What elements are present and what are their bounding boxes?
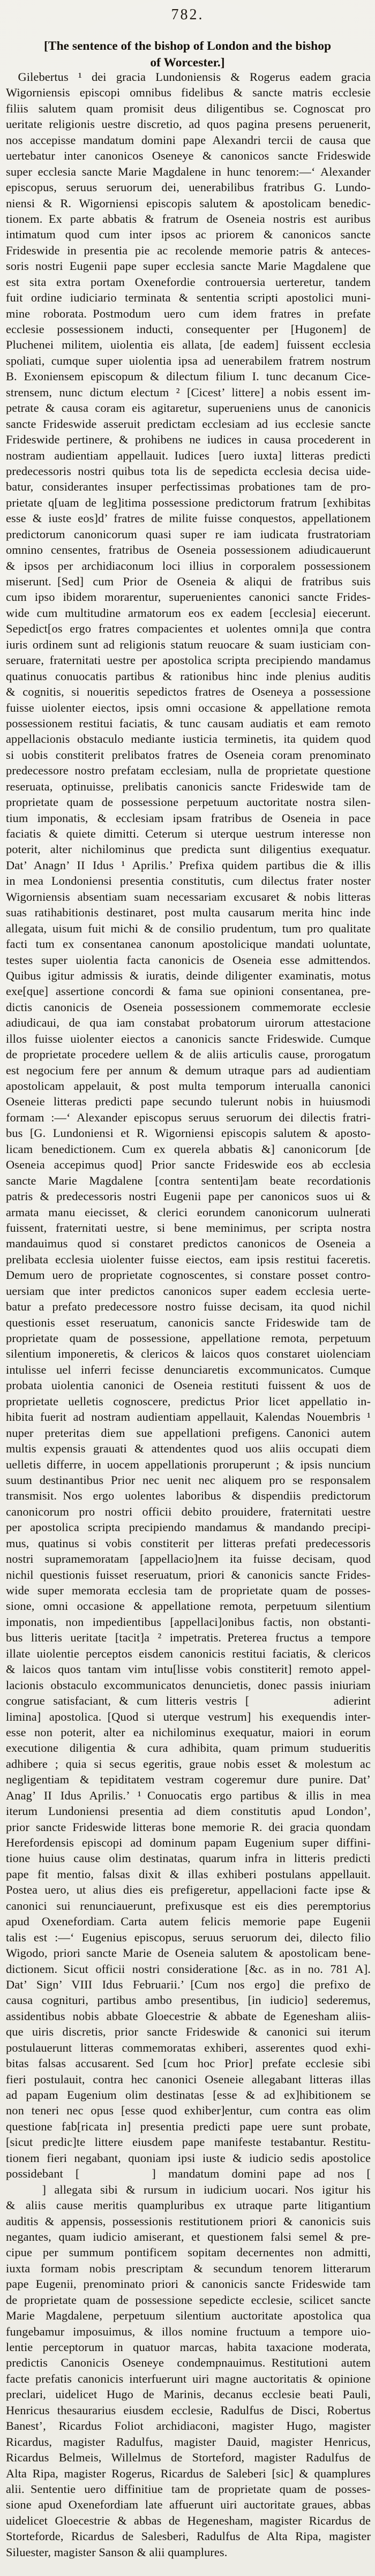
- document-heading: [16, 38, 359, 71]
- body-line: wide cum multitudine armatorum eos ex eadem [ecclesia] eiecerunt.: [6, 606, 371, 620]
- body-line: canonici sui renunciauerunt, prefixusque est eis dies peremptorius: [6, 1899, 371, 1912]
- body-line: Dat’ Anagn’ II Idus ¹ Aprilis.’ Prefixa quidem partibus die & illis: [6, 858, 371, 872]
- body-line: Wigorniensis absentiam suam necessariam excusaret & nobis litteras: [6, 890, 371, 903]
- body-line: [sicut predic]te littere eiusdem pape manifeste testabantur. Restitu-: [6, 2135, 371, 2149]
- body-line: soris nostri Eugenii pape super ecclesia sancte Marie Magdalene que: [6, 259, 371, 273]
- body-line: Ricardus, magister Radulfus, magister Dauid, magister Henricus,: [6, 2435, 371, 2449]
- body-line: sione, omni occasione & appellatione remota, perpetuum silentium: [6, 1599, 371, 1613]
- body-line: prelibata ecclesia uiolenter fuisse eiectos, eam ipsis restitui faceretis.: [6, 1252, 371, 1266]
- body-line: limina] apostolica. [Quod si uterque vestrum] his exequendis inter-: [6, 1709, 371, 1723]
- body-line: lacionis obstaculo excommunicatos denuncietis, donec passis iniuriam: [6, 1678, 371, 1692]
- body-line: executione diligentia & cura adhibita, quam primum studueritis: [6, 1741, 371, 1755]
- body-line: cum ipso ibidem morarentur, superuenientes canonici sancte Frides-: [6, 590, 371, 604]
- body-line: fuisse uiolenter eiectos, ipsis omni occasione & appellatione remota: [6, 701, 371, 714]
- body-line: pape fit mentio, falsas dixit & illas exhiberi postulans appellauit.: [6, 1867, 371, 1881]
- body-line: appellacionis obstaculo mediante iusticia terminetis, ita quidem quod: [6, 732, 371, 746]
- body-line: fuit ordine iudiciario terminata & sententia scripti apostolici muni-: [6, 291, 371, 305]
- body-line: spoliati, cumque super uiolentia ipsa ad uenerabilem fratrem nostrum: [6, 353, 371, 367]
- body-line: silentium imponeretis, & clericos & laicos quos constaret uiolenciam: [6, 1347, 371, 1361]
- body-line: prior sancte Frideswide litteras bone memorie R. dei gracia quondam: [6, 1820, 371, 1834]
- body-line: Ricardus Belmeis, Willelmus de Storteford, magister Radulfus de: [6, 2451, 371, 2465]
- body-line: Postea uero, ut alius dies eis prefigeretur, appellacioni facte ipse &: [6, 1883, 371, 1897]
- body-line: exe[que] assertione concordi & fama sue opinioni consentanea, pre-: [6, 984, 371, 998]
- body-line: canonicorum pro nostri officii debito prouidere, fraternitati uestre: [6, 1504, 371, 1518]
- body-line: allegata, uisum fuit michi & de consilio prudentum, tum pro qualitate: [6, 921, 371, 935]
- page-number: 782.: [171, 6, 204, 23]
- body-line: dictionem. Sicut officii nostri consideratione [&c. as in no. 781 A].: [6, 1962, 371, 1976]
- body-line: fuissent, fraternitati uestre, si bene meminimus, per scripta nostra: [6, 1221, 371, 1234]
- body-line: armata manu eiecisset, & clerici eorundem canonicorum uulnerati: [6, 1205, 371, 1219]
- body-line: uidelicet Gloecestrie & abbas de Hegenesham, magister Ricardus de: [6, 2513, 371, 2527]
- body-line: & laicos quos tantam vim intu[lisse vobis constiterit] remoto appel-: [6, 1662, 371, 1676]
- body-line: patris & predecessoris nostri Eugenii pape per canonicos suos ui &: [6, 1189, 371, 1203]
- body-line: nos accepisse mandatum domini pape Alexandri tercii de causa que: [6, 133, 371, 147]
- body-line: probata uiolentia canonici de Oseneia restituti fuissent & uos de: [6, 1379, 371, 1392]
- body-line: questionis esset reseruatum, canonicis sancte Frideswide tam de: [6, 1315, 371, 1329]
- body-line: hibita fuerit ad nostram audientiam appellauit, Kalendas Nouembris ¹: [6, 1410, 371, 1424]
- body-line: & cognitis, si noueritis sepedictos fratres de Oseneya a possessione: [6, 685, 371, 699]
- body-line: illos fuisse uiolenter eiectos a canonicis sancte Frideswide. Cumque: [6, 1031, 371, 1045]
- body-line: Gilebertus ¹ dei gracia Lundoniensis & Rogerus eadem gracia: [6, 70, 371, 84]
- body-line: predictis Canonicis Oseneye condempnauimus. Restitutioni autem: [6, 2356, 371, 2370]
- body-line: proprietate quam de possessione perpetuum auctoritate nostra silen-: [6, 795, 371, 809]
- body-line: negantes, quam iudicio amiserant, et questionem falsi semel & pre-: [6, 2229, 371, 2243]
- body-line: de proprietate procedere uellem & de aliis articulis cause, prorogatum: [6, 1048, 371, 1061]
- body-line: imponatis, non impedientibus [appellaci]onibus factis, non obstanti-: [6, 1615, 371, 1629]
- body-line: Oseneia accepimus quod] Prior sancte Frideswide eos ab ecclesia: [6, 1158, 371, 1172]
- body-line: Frideswide in presentia pie ac recolende memorie patris & anteces-: [6, 243, 371, 257]
- body-line: Quibus igitur admissis & iuratis, deinde diligenter examinatis, motus: [6, 968, 371, 982]
- body-line: reseruata, optinuisse, prelibatis canonicis sancte Frideswide tam de: [6, 779, 371, 793]
- body-line: tium imponatis, & ecclesiam ipsam fratribus de Oseneia in pace: [6, 811, 371, 825]
- body-line: Storteforde, Ricardus de Salesberi, Radulfus de Alta Ripa, magister: [6, 2529, 371, 2543]
- body-line: nostri supramemoratam [appellacio]nem ita fuisse decisam, quod: [6, 1552, 371, 1566]
- body-line: per apostolica scripta precipiendo mandamus & mandando precipi-: [6, 1520, 371, 1534]
- body-line: sione apud Oxenefordiam late affuerunt uiri auctoritate graues, abbas: [6, 2498, 371, 2512]
- body-line: intulisse uel inferri fecisse denunciaretis excommunicatos. Cumque: [6, 1362, 371, 1376]
- body-line: fungebamur imposuimus, & illos nomine fructuum a tempore uio-: [6, 2324, 371, 2338]
- body-line: questione fab[ricata in] presentia predicti pape uere sunt probate,: [6, 2119, 371, 2133]
- body-line: intimatum quod cum inter ipsos ac priorem & canonicos sancte: [6, 228, 371, 242]
- body-line: prietate q[uam de leg]itima possessione predictorum fratrum [exhibitas: [6, 495, 371, 509]
- body-line: iuxta formam nobis prescriptam & secundum tenorem litterarum: [6, 2261, 371, 2275]
- body-line: ecclesie possessionem inducti, consequenter per [Hugonem] de: [6, 322, 371, 336]
- body-line: sancte Frideswide asseruit predictam ecclesiam ad ius ecclesie sancte: [6, 417, 371, 431]
- body-line: adhibere ; quia si secus egeritis, graue nobis esset & molestum ac: [6, 1757, 371, 1771]
- body-line: Demum uero de proprietate cognoscentes, si constare posset contro-: [6, 1268, 371, 1282]
- body-line: tionem fieri negabant, quoniam ipsi iuste & iudicio sedis apostolice: [6, 2151, 371, 2165]
- body-line: illate uiolentie perceptos eisdem canonicis restitui faciatis, & clericos: [6, 1646, 371, 1660]
- body-line: que uiris discretis, prior sancte Frideswide & canonici sui iterum: [6, 2025, 371, 2039]
- body-line: esse & iuste eos]d’ fratres de milite fuisse conquestos, appellationem: [6, 511, 371, 525]
- body-line: lentie perceptorum in quatuor marcas, habita taxacione moderata,: [6, 2340, 371, 2354]
- body-line: adiudicaui, de qua iam constabat probatorum uirorum attestacione: [6, 1016, 371, 1030]
- body-line: dictis canonicis de Oseneia possessionem commemorate ecclesie: [6, 1000, 371, 1014]
- body-line: Anag’ II Idus Aprilis.’ ¹ Conuocatis ergo partibus & illis in mea: [6, 1788, 371, 1802]
- body-line: super ecclesia sancte Marie Magdalene in hunc tenorem:—‘ Alexander: [6, 164, 371, 178]
- body-line: Henricus thesaurarius eiusdem ecclesie, Radulfus de Disci, Robertus: [6, 2403, 371, 2417]
- body-line: poterit, alter nichilominus que predicta sunt diligentius exequatur.: [6, 842, 371, 856]
- body-line: tione huius cause olim destinatas, quarum infra in litteris predicti: [6, 1851, 371, 1865]
- body-line: iterum Lundoniensi presentia ad diem constitutis apud London’,: [6, 1804, 371, 1818]
- body-line: causa cognituri, partibus ambo presentibus, [in iudicio] sederemus,: [6, 1993, 371, 2007]
- body-line: transmisit. Nos ergo uolentes laboribus & dispendiis predictorum: [6, 1489, 371, 1503]
- body-line: mandauimus quod si constaret predictos canonicos de Oseneia a: [6, 1237, 371, 1251]
- body-line: petrate & causa coram eis agitaretur, superueniens unus de canonicis: [6, 401, 371, 415]
- body-line: negligentiam & tepiditatem vestram cogeremur dure punire. Dat’: [6, 1773, 371, 1787]
- body-line: uersiam que inter predictos canonicos super eadem ecclesia uerte-: [6, 1284, 371, 1298]
- body-line: nuper preteritas diem sue appellationi prefigens. Canonici autem: [6, 1426, 371, 1440]
- body-line: seruare, fraternitati uestre per apostolica scripta precipiendo mandamus: [6, 653, 371, 667]
- body-line: in mea Londoniensi presentia constitutis, cum dilectus frater noster: [6, 874, 371, 888]
- body-line: & aliis cause meritis quampluribus ex utraque parte litigantium: [6, 2198, 371, 2212]
- body-line: suum destinantibus Prior nec uenit nec aliquem pro se responsalem: [6, 1473, 371, 1487]
- body-line: alii. Sententie uero diffinitiue tam de proprietate quam de posses-: [6, 2482, 371, 2496]
- body-line: filiis salutem quam promisit deus diligentibus se. Cognoscat pro: [6, 101, 371, 115]
- body-line: ueritate religionis uestre discretio, ad quos pagina presens peruenerit,: [6, 117, 371, 131]
- body-line: Herefordensis episcopi ad dominum papam Eugenium super diffini-: [6, 1836, 371, 1849]
- body-line: possessionem restitui faciatis, & tunc causam audiatis et eam remoto: [6, 716, 371, 730]
- body-line: Sepedict[os ergo fratres compacientes et uolentes omni]a que contra: [6, 622, 371, 636]
- body-line: ] allegata sibi & rursum in iudicium uocari. Nos igitur his: [6, 2182, 371, 2196]
- body-line: niensi & R. Wigorniensi episcopis salutem & apostolicam benedic-: [6, 196, 371, 210]
- body-line: postulauerunt litteras commemoratas exhiberi, asserentes quod exhi-: [6, 2040, 371, 2054]
- body-line: bus litteris ueritate [tacit]a ² impetratis. Preterea fructus a tempore: [6, 1631, 371, 1645]
- body-line: facti tum ex consentanea canonum apostolicique mandati uoluntate,: [6, 937, 371, 951]
- body-line: faciatis & quiete dimitti. Ceterum si uterque uestrum interesse non: [6, 827, 371, 840]
- body-line: preclari, uidelicet Hugo de Marinis, decanus ecclesie beati Pauli,: [6, 2387, 371, 2401]
- body-line: mus, quatinus si vobis constiterit per litteras prefati predecessoris: [6, 1536, 371, 1550]
- body-line: Oseneie litteras predicti pape secundo tulerunt nobis in huiusmodi: [6, 1095, 371, 1109]
- body-line: apostolicam appelauit, & post multa temporum interualla canonici: [6, 1079, 371, 1093]
- body-line: apud Oxenefordiam. Carta autem felicis memorie pape Eugenii: [6, 1915, 371, 1929]
- body-line: licam benedictionem. Cum ex querela abbatis &] canonicorum [de: [6, 1142, 371, 1156]
- heading-line-2: of Worcester.]: [150, 56, 225, 70]
- body-line: & ipsos per archidiaconum loci illius in corporalem possessionem: [6, 559, 371, 573]
- body-line: quatinus conuocatis partibus & rationibus hinc inde plenius auditis: [6, 669, 371, 683]
- body-line: multis expensis grauati & attendentes quod uos aliis occupati diem: [6, 1442, 371, 1456]
- body-line: non teneri nec opus [esse quod exhiber]entur, cum contra eas olim: [6, 2104, 371, 2118]
- body-line: congrue satisfaciant, & cum litteris vestris [ adierint: [6, 1694, 371, 1708]
- body-line: predecessoris nostri quibus tota lis de sepedicta ecclesia decisa uide-: [6, 464, 371, 478]
- body-line: possidebant [ ] mandatum domini pape ad nos [: [6, 2167, 371, 2181]
- body-line: suas ratihabitionis destinaret, post multa causarum merita hinc inde: [6, 906, 371, 920]
- body-line: mine roborata. Postmodum uero cum idem fratres in prefate: [6, 306, 371, 320]
- body-line: de proprietate quam de possessione sepedicte ecclesie, scilicet sancte: [6, 2293, 371, 2307]
- body-line: uelletis differre, in uocem appellationis proruperunt ; & ipsis nuncium: [6, 1457, 371, 1471]
- body-line: wide super memorata ecclesia tam de proprietate quam de posses-: [6, 1584, 371, 1597]
- body-line: Siluester, magister Sanson & alii quamplures.: [6, 2545, 228, 2559]
- body-line: predictorum canonicorum quasi super re iam iudicata frustratoriam: [6, 527, 371, 541]
- body-line: est sita extra portam Oxenefordie controuersia uerteretur, tandem: [6, 275, 371, 289]
- body-line: Banest’, Ricardus Foliot archidiaconi, magister Hugo, magister: [6, 2419, 371, 2433]
- body-line: Frideswide pertinere, & prohibens ne iudices in causa procederent in: [6, 433, 371, 447]
- body-line: tionem. Ex parte abbatis & fratrum de Oseneia nostris est auribus: [6, 212, 371, 225]
- body-line: miserunt. [Sed] cum Prior de Oseneia & aliqui de fratribus suis: [6, 575, 371, 588]
- body-line: proprietate uelletis cognoscere, predictus Prior licet appellatio in-: [6, 1394, 371, 1408]
- body-line: sancte Marie Magdalene [contra sententi]am beate recordationis: [6, 1173, 371, 1187]
- body-line: facte prefatis canonicis interfuerunt uiri magne auctoritatis & opinione: [6, 2371, 371, 2385]
- body-line: ad papam Eugenium olim destinatas [esse & ad ex]hibitionem se: [6, 2088, 371, 2102]
- body-line: cipue per summum pontificem sopitam decernentes non admitti,: [6, 2246, 371, 2259]
- body-text: [6, 69, 371, 2560]
- body-line: Wigodo, priori sancte Marie de Oseneia salutem & apostolicam bene-: [6, 1946, 371, 1960]
- body-line: testes super uiolentia facta canonicis de Oseneia esse admittendos.: [6, 953, 371, 967]
- body-line: uertebatur inter canonicos Oseneye & canonicos sancte Frideswide: [6, 149, 371, 163]
- body-line: batur a prefato predecessore nostro fuisse decisam, ita quod nichil: [6, 1300, 371, 1314]
- body-line: assidentibus nobis abbate Gloecestrie & abbate de Egenesham aliis-: [6, 2009, 371, 2023]
- body-line: batur, considerantes insuper perfectissimas probationes tam de pro-: [6, 480, 371, 494]
- body-line: Pluchenei militem, uiolentia eis allata, [de eadem] fuissent ecclesia: [6, 338, 371, 352]
- body-line: Dat’ Sign’ VIII Idus Februarii.’ [Cum nos ergo] die prefixo de: [6, 1977, 371, 1991]
- body-line: Wigorniensis episcopi omnibus fidelibus & sancte matris ecclesie: [6, 86, 371, 100]
- body-line: strensem, nunc dictum electum ² [Cicest’ littere] a nobis essent im-: [6, 385, 371, 399]
- body-line: pape Eugenii, prenominato priori & canonicis sancte Frideswide tam: [6, 2277, 371, 2291]
- body-line: fieri postulauit, contra hec canonici Oseneie allegabant litteras illas: [6, 2072, 371, 2086]
- body-line: formam :—‘ Alexander episcopus seruus seruorum dei dilectis fratri-: [6, 1110, 371, 1124]
- body-line: auditis & appensis, possessionis restitutionem priori & canonicis suis: [6, 2214, 371, 2228]
- body-line: nichil questionis fuisset reseruatum, priori & canonicis sancte Frides-: [6, 1568, 371, 1581]
- body-line: bus [G. Lundoniensi et R. Wigorniensi episcopis salutem & aposto-: [6, 1126, 371, 1140]
- body-line: si uobis constiterit prelibatos fratres de Oseneia coram prenominato: [6, 748, 371, 762]
- body-line: proprietate quam de possessione, appellatione remota, perpetuum: [6, 1331, 371, 1345]
- body-line: talis est :—‘ Eugenius episcopus, seruus seruorum dei, dilecto filio: [6, 1930, 371, 1944]
- body-line: esse non poterit, alter ea nichilominus exequatur, maiori in eorum: [6, 1725, 371, 1739]
- body-line: iuris ordinem sunt ad religionis statum reuocare & suam iusticiam con-: [6, 637, 371, 651]
- body-line: predecessore nostro prefatam ecclesiam, nulla de proprietate questione: [6, 764, 371, 778]
- heading-line-1: [The sentence of the bishop of London and the bishop: [43, 39, 332, 53]
- body-line: B. Exoniensem episcopum & dilectum filium I. tunc decanum Cice-: [6, 370, 371, 383]
- body-line: nostram audientiam appellauit. Iudices [uero iuxta] litteras predicti: [6, 448, 371, 462]
- body-line: est negocium fere per annum & demum utraque pars ad audientiam: [6, 1063, 371, 1077]
- body-line: Alta Ripa, magister Rogerus, Ricardus de Saleberi [sic] & quamplures: [6, 2466, 371, 2480]
- body-line: bitas falsas accusarent. Sed [cum hoc Prior] prefate ecclesie sibi: [6, 2057, 371, 2070]
- body-line: episcopus, seruus seruorum dei, uenerabilibus fratribus G. Lundo-: [6, 180, 371, 194]
- body-line: Marie Magdalene, perpetuum silentium auctoritate apostolica qua: [6, 2309, 371, 2323]
- body-line: omnino censentes, fratribus de Oseneia possessionem adiudicauerunt: [6, 543, 371, 557]
